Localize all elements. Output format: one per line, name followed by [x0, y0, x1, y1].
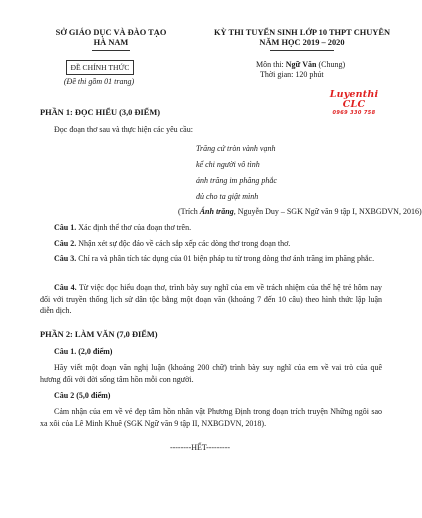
watermark-phone: 0969 330 758: [332, 110, 376, 116]
poem-line-2: kể chi người vô tình: [196, 160, 260, 169]
question-4: [40, 282, 382, 317]
question-4-label: Câu 4.: [54, 283, 77, 292]
watermark-stamp: [318, 90, 390, 116]
essay-1-title: Câu 1. (2,0 điểm): [54, 347, 113, 356]
watermark-name: Luyenthi CLC: [329, 89, 379, 110]
subject-name: Ngữ Văn: [285, 60, 317, 69]
subject-prefix: Môn thi:: [256, 60, 286, 69]
question-2: [54, 238, 290, 249]
school-year: NĂM HỌC 2019 – 2020: [259, 38, 345, 47]
exam-title: KỲ THI TUYỂN SINH LỚP 10 THPT CHUYÊN: [214, 28, 390, 37]
question-1-text: Xác định thể thơ của đoạn thơ trên.: [76, 223, 192, 232]
poem-line-4: đủ cho ta giật mình: [196, 192, 259, 201]
subject-line: [256, 60, 345, 70]
question-2-label: Câu 2.: [54, 239, 77, 248]
left-header-rule: [92, 50, 130, 51]
pages-note: (Đề thi gồm 01 trang): [63, 77, 135, 86]
poem-line-3: ánh trăng im phăng phắc: [196, 176, 277, 185]
essay-2-title: Câu 2 (5,0 điểm): [54, 391, 111, 400]
source-suffix: , Nguyễn Duy – SGK Ngữ văn 9 tập I, NXBGDVN, 2016): [233, 207, 422, 216]
question-3-text: Chỉ ra và phân tích tác dụng của 01 biện pháp tu từ trong dòng thơ ánh trăng im phăng phắc.: [76, 254, 375, 263]
exam-time: Thời gian: 120 phút: [260, 70, 324, 79]
question-2-text: Nhận xét sự độc đáo về cách sắp xếp các dòng thơ trong đoạn thơ.: [76, 239, 291, 248]
essay-2-text: Cảm nhận của em về vẻ đẹp tâm hồn nhân vật Phương Định trong đoạn trích truyện Những ngôi sao xa xôi của Lê Minh Khuê (SGK Ngữ văn 9 tập II, NXBGDVN, 2018).: [40, 407, 382, 428]
question-1-label: Câu 1.: [54, 223, 77, 232]
province-name: HÀ NAM: [93, 38, 129, 47]
part1-title: PHẦN 1: ĐỌC HIỂU (3,0 ĐIỂM): [40, 108, 161, 117]
poem-line-1: Trăng cứ tròn vành vạnh: [196, 144, 276, 153]
part2-title: PHẦN 2: LÀM VĂN (7,0 ĐIỂM): [40, 330, 158, 339]
subject-suffix: (Chung): [316, 60, 346, 69]
question-1: [54, 222, 191, 233]
essay-1-text: Hãy viết một đoạn văn nghị luận (khoảng 200 chữ) trình bày suy nghĩ của em về vai trò của quê hương đối với đời sống tâm hồn mỗi con người.: [40, 363, 382, 384]
poem-source: [178, 206, 422, 217]
end-mark: --------HẾT---------: [169, 443, 231, 452]
source-prefix: (Trích: [178, 207, 200, 216]
official-exam-badge: ĐỀ CHÍNH THỨC: [66, 60, 134, 75]
part1-intro: Đọc đoạn thơ sau và thực hiện các yêu cầu:: [54, 125, 193, 134]
department-name: SỞ GIÁO DỤC VÀ ĐÀO TẠO: [55, 28, 167, 37]
question-4-text: Từ việc đọc hiểu đoạn thơ, trình bày suy nghĩ của em về trách nhiệm của thế hệ trẻ hôm nay đối với truyền thống lịch sử dân tộc bằng một đoạn văn (khoảng 7 đến 10 câu) theo hình thức lập luận diễn dịch.: [40, 283, 382, 315]
question-3: [40, 253, 382, 265]
right-header-rule: [270, 50, 334, 51]
source-title: Ánh trăng: [199, 207, 234, 216]
question-3-label: Câu 3.: [54, 254, 77, 263]
